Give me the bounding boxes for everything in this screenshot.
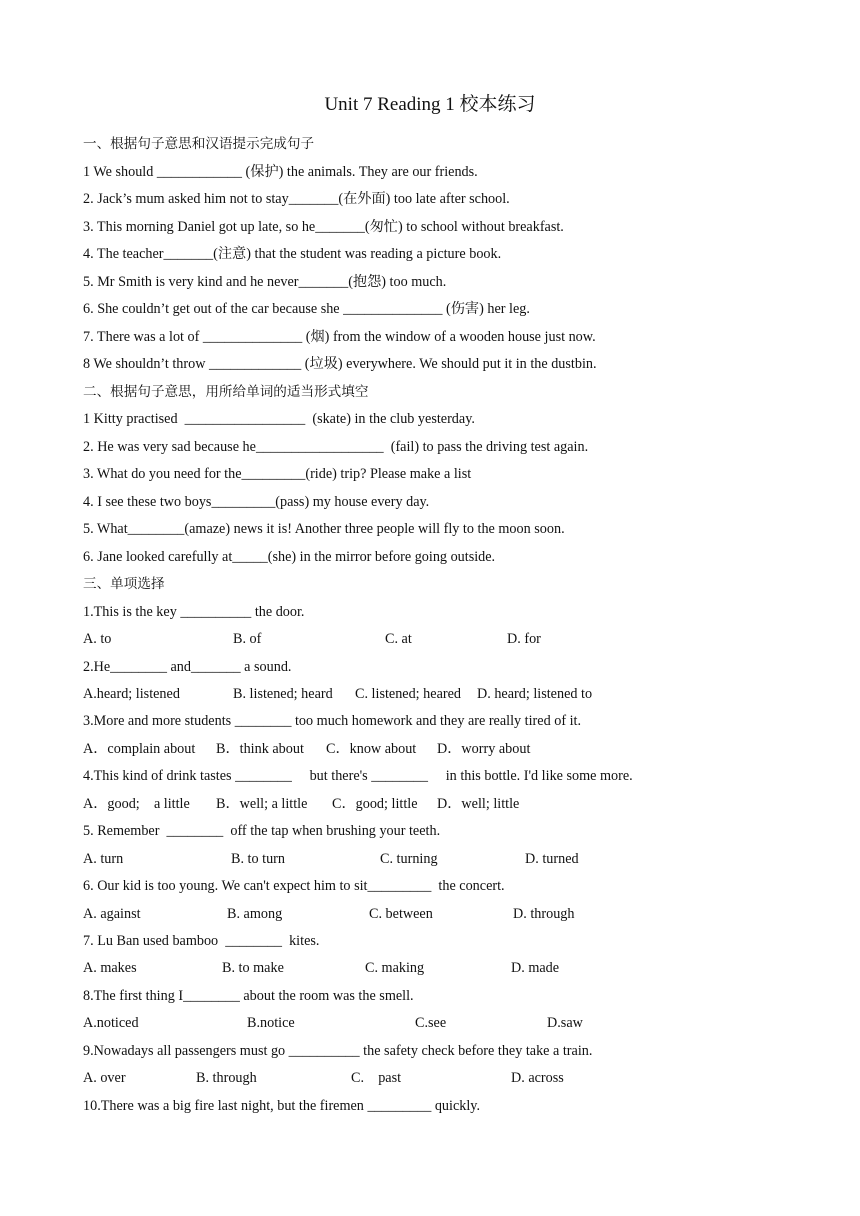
section-1-item-3: 3. This morning Daniel got up late, so he_______(匆忙) to school without breakfast.: [83, 219, 564, 235]
question-2-option-c: C. listened; heared: [355, 686, 461, 702]
question-7: 7. Lu Ban used bamboo ________ kites.: [83, 933, 320, 949]
section-2-item-1: 1 Kitty practised _________________ (skate) in the club yesterday.: [83, 411, 475, 427]
question-4-option-d: D．well; little: [437, 796, 520, 812]
section-1-item-7: 7. There was a lot of ______________ (烟) from the window of a wooden house just now.: [83, 329, 596, 345]
question-4: 4.This kind of drink tastes ________ but there's ________ in this bottle. I'd like some more.: [83, 768, 633, 784]
question-6-option-a: A. against: [83, 906, 141, 922]
section-1-item-4: 4. The teacher_______(注意) that the student was reading a picture book.: [83, 246, 502, 262]
question-8-option-c: C.see: [415, 1015, 447, 1031]
question-5-option-b: B. to turn: [231, 851, 285, 867]
section-1-item-2: 2. Jack’s mum asked him not to stay_______(在外面) too late after school.: [83, 191, 510, 207]
question-8-option-b: B.notice: [247, 1015, 295, 1031]
question-5-option-c: C. turning: [380, 851, 438, 867]
section-2-item-5: 5. What________(amaze) news it is! Another three people will fly to the moon soon.: [83, 521, 565, 537]
page-title: Unit 7 Reading 1 校本练习: [324, 94, 536, 115]
question-3-option-a: A．complain about: [83, 741, 196, 757]
section-1-heading: 一、根据句子意思和汉语提示完成句子: [83, 136, 315, 152]
section-3-heading: 三、单项选择: [83, 576, 165, 592]
question-3-option-c: C．know about: [326, 741, 417, 757]
question-2: 2.He________ and_______ a sound.: [83, 659, 292, 675]
question-2-option-a: A.heard; listened: [83, 686, 180, 702]
question-4-option-c: C．good; little: [332, 796, 418, 812]
question-5-option-a: A. turn: [83, 851, 124, 867]
question-7-option-d: D. made: [511, 960, 560, 976]
question-7-option-a: A. makes: [83, 960, 137, 976]
section-2-item-3: 3. What do you need for the_________(ride) trip? Please make a list: [83, 466, 472, 482]
question-6-option-b: B. among: [227, 906, 283, 922]
question-1-option-d: D. for: [507, 631, 541, 647]
question-7-option-c: C. making: [365, 960, 425, 976]
question-1-option-a: A. to: [83, 631, 112, 647]
question-6-option-d: D. through: [513, 906, 575, 922]
question-2-option-d: D. heard; listened to: [477, 686, 593, 702]
question-7-option-b: B. to make: [222, 960, 284, 976]
question-6: 6. Our kid is too young. We can't expect him to sit_________ the concert.: [83, 878, 505, 894]
section-2-item-6: 6. Jane looked carefully at_____(she) in the mirror before going outside.: [83, 549, 496, 565]
section-1-item-8: 8 We shouldn’t throw _____________ (垃圾) everywhere. We should put it in the dustbin.: [83, 356, 597, 372]
section-1-item-6: 6. She couldn’t get out of the car because she ______________ (伤害) her leg.: [83, 301, 530, 317]
question-6-option-c: C. between: [369, 906, 433, 922]
section-2-item-2: 2. He was very sad because he__________________ (fail) to pass the driving test again.: [83, 439, 589, 455]
question-9-option-d: D. across: [511, 1070, 564, 1086]
section-1-item-1: 1 We should ____________ (保护) the animals. They are our friends.: [83, 164, 478, 180]
question-8: 8.The first thing I________ about the room was the smell.: [83, 988, 414, 1004]
question-5: 5. Remember ________ off the tap when brushing your teeth.: [83, 823, 441, 839]
section-1-item-5: 5. Mr Smith is very kind and he never_______(抱怨) too much.: [83, 274, 447, 290]
question-3: 3.More and more students ________ too much homework and they are really tired of it.: [83, 713, 582, 729]
question-8-option-d: D.saw: [547, 1015, 583, 1031]
question-3-option-d: D．worry about: [437, 741, 531, 757]
question-4-option-b: B．well; a little: [216, 796, 308, 812]
question-1-option-b: B. of: [233, 631, 262, 647]
question-9: 9.Nowadays all passengers must go __________ the safety check before they take a train.: [83, 1043, 593, 1059]
question-3-option-b: B．think about: [216, 741, 304, 757]
section-2-item-4: 4. I see these two boys_________(pass) my house every day.: [83, 494, 430, 510]
question-4-option-a: A．good; a little: [83, 796, 190, 812]
question-10: 10.There was a big fire last night, but the firemen _________ quickly.: [83, 1098, 481, 1114]
question-9-option-a: A. over: [83, 1070, 126, 1086]
question-5-option-d: D. turned: [525, 851, 579, 867]
question-1-option-c: C. at: [385, 631, 412, 647]
section-2-heading: 二、根据句子意思，用所给单词的适当形式填空: [83, 384, 369, 400]
question-9-option-b: B. through: [196, 1070, 257, 1086]
question-1: 1.This is the key __________ the door.: [83, 604, 305, 620]
question-2-option-b: B. listened; heard: [233, 686, 333, 702]
question-9-option-c: C. past: [351, 1070, 402, 1086]
question-8-option-a: A.noticed: [83, 1015, 139, 1031]
